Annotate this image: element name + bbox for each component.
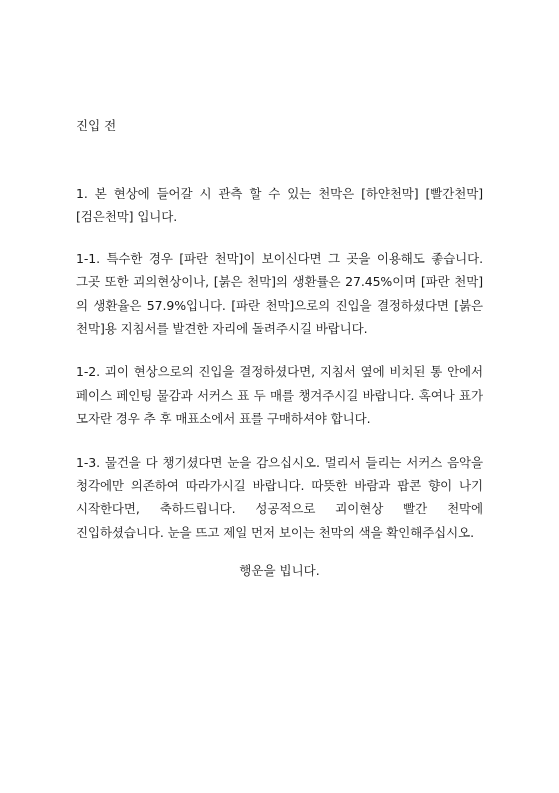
paragraph-tent-types: 1. 본 현상에 들어갈 시 관측 할 수 있는 천막은 [하얀천막] [빨간천막] [검은천막] 입니다. xyxy=(76,186,483,225)
document-body xyxy=(76,118,483,579)
paragraph-entry-procedure: 1-3. 물건을 다 챙기셨다면 눈을 감으십시오. 멀리서 들리는 서커스 음악을 청각에만 의존하여 따라가시길 바랍니다. 따뜻한 바람과 팝콘 향이 나기 시작한다면, 축하드립니다. 성공적으로 괴이현상 빨간 천막에 진입하셨습니다. 눈을 뜨고 제일 먼저 보이는 천막의 색을 확인해주십시오. xyxy=(76,454,483,540)
paragraph-items-to-take: 1-2. 괴이 현상으로의 진입을 결정하셨다면, 지침서 옆에 비치된 통 안에서 페이스 페인팅 물감과 서커스 표 두 매를 챙겨주시길 바랍니다. 혹여나 표가 모자란 경우 추 후 매표소에서 표를 구매하셔야 합니다. xyxy=(76,364,483,427)
section-heading: 진입 전 xyxy=(76,118,117,133)
paragraph-blue-tent: 1-1. 특수한 경우 [파란 천막]이 보이신다면 그 곳을 이용해도 좋습니다. 그곳 또한 괴의현상이나, [붉은 천막]의 생환률은 27.45%이며 [파란 천막]의 생환율은 57.9%입니다. [파란 천막]으로의 진입을 결정하셨다면 [붉은 천막]용 지침서를 발견한 자리에 돌려주시길 바랍니다. xyxy=(76,250,483,337)
closing-line: 행운을 빕니다. xyxy=(239,563,320,579)
